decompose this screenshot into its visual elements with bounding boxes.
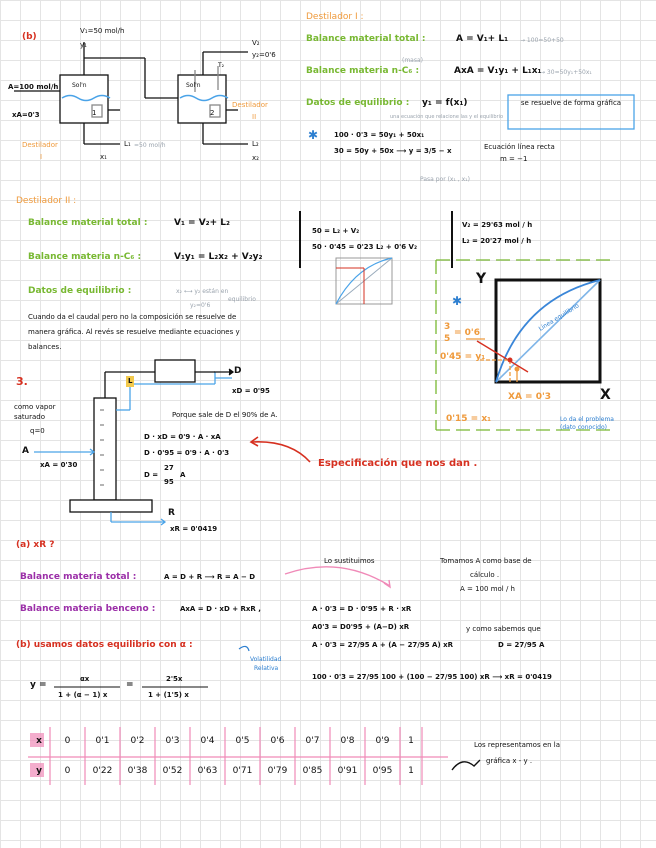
x1-label: x₁ [100,153,107,161]
slope-note: m = −1 [500,155,528,163]
table-cell-y: 0'52 [162,766,183,776]
table-cell-y: 0'71 [232,766,253,776]
straight-line-note: Ecuación línea recta [484,143,555,151]
destilador-1-number: I [40,153,43,161]
l2-label: L₂ [252,140,259,148]
d2-c6-balance-eq: V₁y₁ = L₂x₂ + V₂y₂ [174,252,263,262]
destilador-1-label: Destilador [22,141,58,149]
table-cell-x: 1 [408,736,414,746]
d2-equilibrium-note-1: x₂ ⟷ y₂ están en [176,288,229,295]
d2-c6-balance-label: Balance materia n-C₆ : [28,252,142,262]
formula-numerator-2: 2'5x [166,675,183,683]
represent-note-1: Los representamos en la [474,741,561,749]
formula-equals: = [126,680,134,690]
destilador-1-title: Destilador I : [306,12,364,22]
d1-c6-balance-side: → 30=50y₁+50x₁ [540,69,592,76]
d2-equilibrium-label: Datos de equilibrio : [28,286,132,296]
specification-note: Especificación que nos dan . [318,458,478,469]
table-cell-x: 0'3 [165,736,180,746]
graph-y-axis-label: Y [476,271,487,287]
d1-total-balance-label: Balance material total : [306,34,426,44]
table-x-header: x [36,736,42,746]
l-stream-label: L [128,377,133,385]
base-note-3: A = 100 mol / h [460,585,515,593]
table-cell-y: 0'22 [92,766,113,776]
destilador-2-title: Destilador II : [16,196,77,206]
substitute-note: Lo sustituimos [324,557,375,565]
v2-label: V₂ [252,39,260,47]
reason-note: Porque sale de D el 90% de A. [172,411,278,419]
paragraph-line-1: Cuando da el caudal pero no la composición se resuelve de [28,313,237,321]
column-eq-3-lhs: D = [144,471,159,479]
table-cell-y: 1 [408,766,414,776]
d2-equilibrium-note-2: equilibrio [228,296,256,303]
column-eq-3-a: A [180,471,186,479]
t2-label: T₂ [218,62,225,69]
graphical-note: se resuelve de forma gráfica [520,99,622,107]
section-3-number: 3. [16,375,28,388]
d2-total-balance-label: Balance material total : [28,218,148,228]
d2-total-balance-eq: V₁ = V₂+ L₂ [174,218,230,228]
column-eq-3-den: 95 [164,478,174,486]
benzene-calc-4: 100 · 0'3 = 27/95 100 + (100 − 27/95 100) xR ⟶ xR = 0'0419 [312,673,552,681]
column-eq-1: D · xD = 0'9 · A · xA [144,433,221,441]
l1-label: L₁ [124,140,131,148]
table-cell-x: 0'5 [235,736,250,746]
benzene-balance-eq: AxA = D · xD + RxR , [180,605,261,613]
y2-label: y₂=0'6 [252,51,276,59]
benzene-calc-2: A0'3 = D0'95 + (A−D) xR [312,623,410,631]
still2-number: 2 [210,109,215,117]
d1-c6-balance-eq: AxA = V₁y₁ + L₁x₁ [454,66,542,76]
l2-result: L₂ = 20'27 mol / h [462,237,532,245]
table-cell-x: 0 [64,736,71,746]
table-cell-x: 0'6 [270,736,285,746]
table-cell-x: 0'9 [375,736,390,746]
given-data-note: Lo da el problema (dato conocido) [560,416,614,431]
d1-total-balance-eq: A = V₁+ L₁ [456,34,509,44]
l1-value: =50 mol/h [134,142,166,149]
total-balance-eq: A = D + R ⟶ R = A − D [164,573,256,581]
star-icon: ✱ [308,128,319,142]
equilibrium-graph [466,280,600,382]
still2-text: Sol'n [186,82,201,89]
table-cell-y: 0'63 [197,766,218,776]
formula-denominator: 1 + (α − 1) x [58,691,108,699]
table-cell-x: 0'8 [340,736,355,746]
alpha-note-2: Relativa [254,665,279,672]
d-stream-label: D [234,366,242,376]
part-b-label: (b) [22,32,37,42]
table-cell-y: 0'91 [337,766,358,776]
fraction-numerator: 3 [444,322,451,332]
d2-equilibrium-note-3: y₂=0'6 [190,302,211,309]
table-cell-y: 0'85 [302,766,323,776]
d1-mass-tag: (masa) [402,57,424,64]
base-note-1: Tomamos A como base de [440,557,532,565]
two-stills-diagram [14,42,248,144]
table-cell-x: 0'7 [305,736,320,746]
benzene-balance-label: Balance materia benceno : [20,604,156,614]
graph-x-axis-label: X [600,387,611,403]
xa-feed-label: xA = 0'30 [40,461,78,469]
table-cell-x: 0'2 [130,736,145,746]
equilibrium-table [28,727,448,783]
q-note: q=0 [30,427,45,435]
d1-equilibrium-eq: y₁ = f(x₁) [422,98,468,108]
formula-lhs: y = [30,680,47,690]
part-b2-label: (b) usamos datos equilibrio con α : [16,640,193,650]
paragraph-line-3: balances. [28,343,62,351]
still1-number: 1 [92,109,97,117]
table-y-header: y [36,766,42,776]
paragraph-line-2: manera gráfica. Al revés se resuelve mediante ecuaciones y [28,328,240,336]
feed-label: A=100 mol/h [8,83,59,91]
table-cell-y: 0'79 [267,766,288,776]
formula-denominator-2: 1 + (1'5) x [148,691,189,699]
fraction-value: = 0'6 [454,328,480,338]
total-balance-label: Balance materia total : [20,572,137,582]
d1-total-balance-side: → 100=50+50 [520,37,564,44]
fraction-denominator: 5 [444,334,451,344]
xa-value-label: XA = 0'3 [508,392,551,402]
passes-through-note: Pasa por (x₁ , x₁) [420,176,470,183]
column-eq-2: D · 0'95 = 0'9 · A · 0'3 [144,449,230,457]
alpha-note-1: Volatilidad [250,656,282,663]
a-stream-label: A [22,446,29,456]
equilibrium-line-label: Línea equilibrio [537,302,581,333]
d1-equilibrium-note: una ecuación que relacione las y el equilibrio [390,114,504,120]
y1-value-label: 0'45 = y₁ [440,352,486,362]
v1-label: V₁=50 mol/h [80,27,125,35]
d-value-note: D = 27/95 A [498,641,545,649]
table-cell-y: 0 [64,766,71,776]
d1-c6-balance-label: Balance materia n-C₆ : [306,66,420,76]
benzene-calc-1: A · 0'3 = D · 0'95 + R · xR [312,605,412,613]
r-stream-label: R [168,508,175,518]
v2-result: V₂ = 29'63 mol / h [462,221,533,229]
mini-sketch-graph [336,258,392,304]
still1-text: Sol'n [72,82,87,89]
part-a-label: (a) xR ? [16,540,55,550]
system-eq-2: 50 · 0'45 = 0'23 L₂ + 0'6 V₂ [312,243,418,251]
d1-calc-2: 30 = 50y + 50x ⟶ y = 3/5 − x [334,147,452,155]
x1-value-label: 0'15 = x₁ [446,414,492,424]
table-cell-x: 0'1 [95,736,110,746]
vapor-note-1: como vapor [14,403,56,411]
table-cell-y: 0'38 [127,766,148,776]
as-we-know-note: y como sabemos que [466,625,541,633]
x2-label: x₂ [252,154,259,162]
destilador-2-number: II [252,113,257,121]
d1-equilibrium-label: Datos de equilibrio : [306,98,410,108]
vapor-note-2: saturado [14,413,46,421]
graph-star-icon: ✱ [452,294,463,308]
destilador-2-label: Destilador [232,101,268,109]
xa-label: xA=0'3 [12,111,40,119]
system-eq-1: 50 = L₂ + V₂ [312,227,360,235]
represent-note-2: gráfica x - y . [486,757,533,765]
table-cell-y: 0'95 [372,766,393,776]
y1-label: y₁ [80,41,87,49]
formula-numerator: αx [80,675,90,683]
xd-label: xD = 0'95 [232,387,270,395]
d1-calc-1: 100 · 0'3 = 50y₁ + 50x₁ [334,131,425,139]
base-note-2: cálculo . [470,571,500,579]
column-eq-3-num: 27 [164,464,174,472]
benzene-calc-3: A · 0'3 = 27/95 A + (A − 27/95 A) xR [312,641,453,649]
xr-label: xR = 0'0419 [170,525,218,533]
table-cell-x: 0'4 [200,736,215,746]
